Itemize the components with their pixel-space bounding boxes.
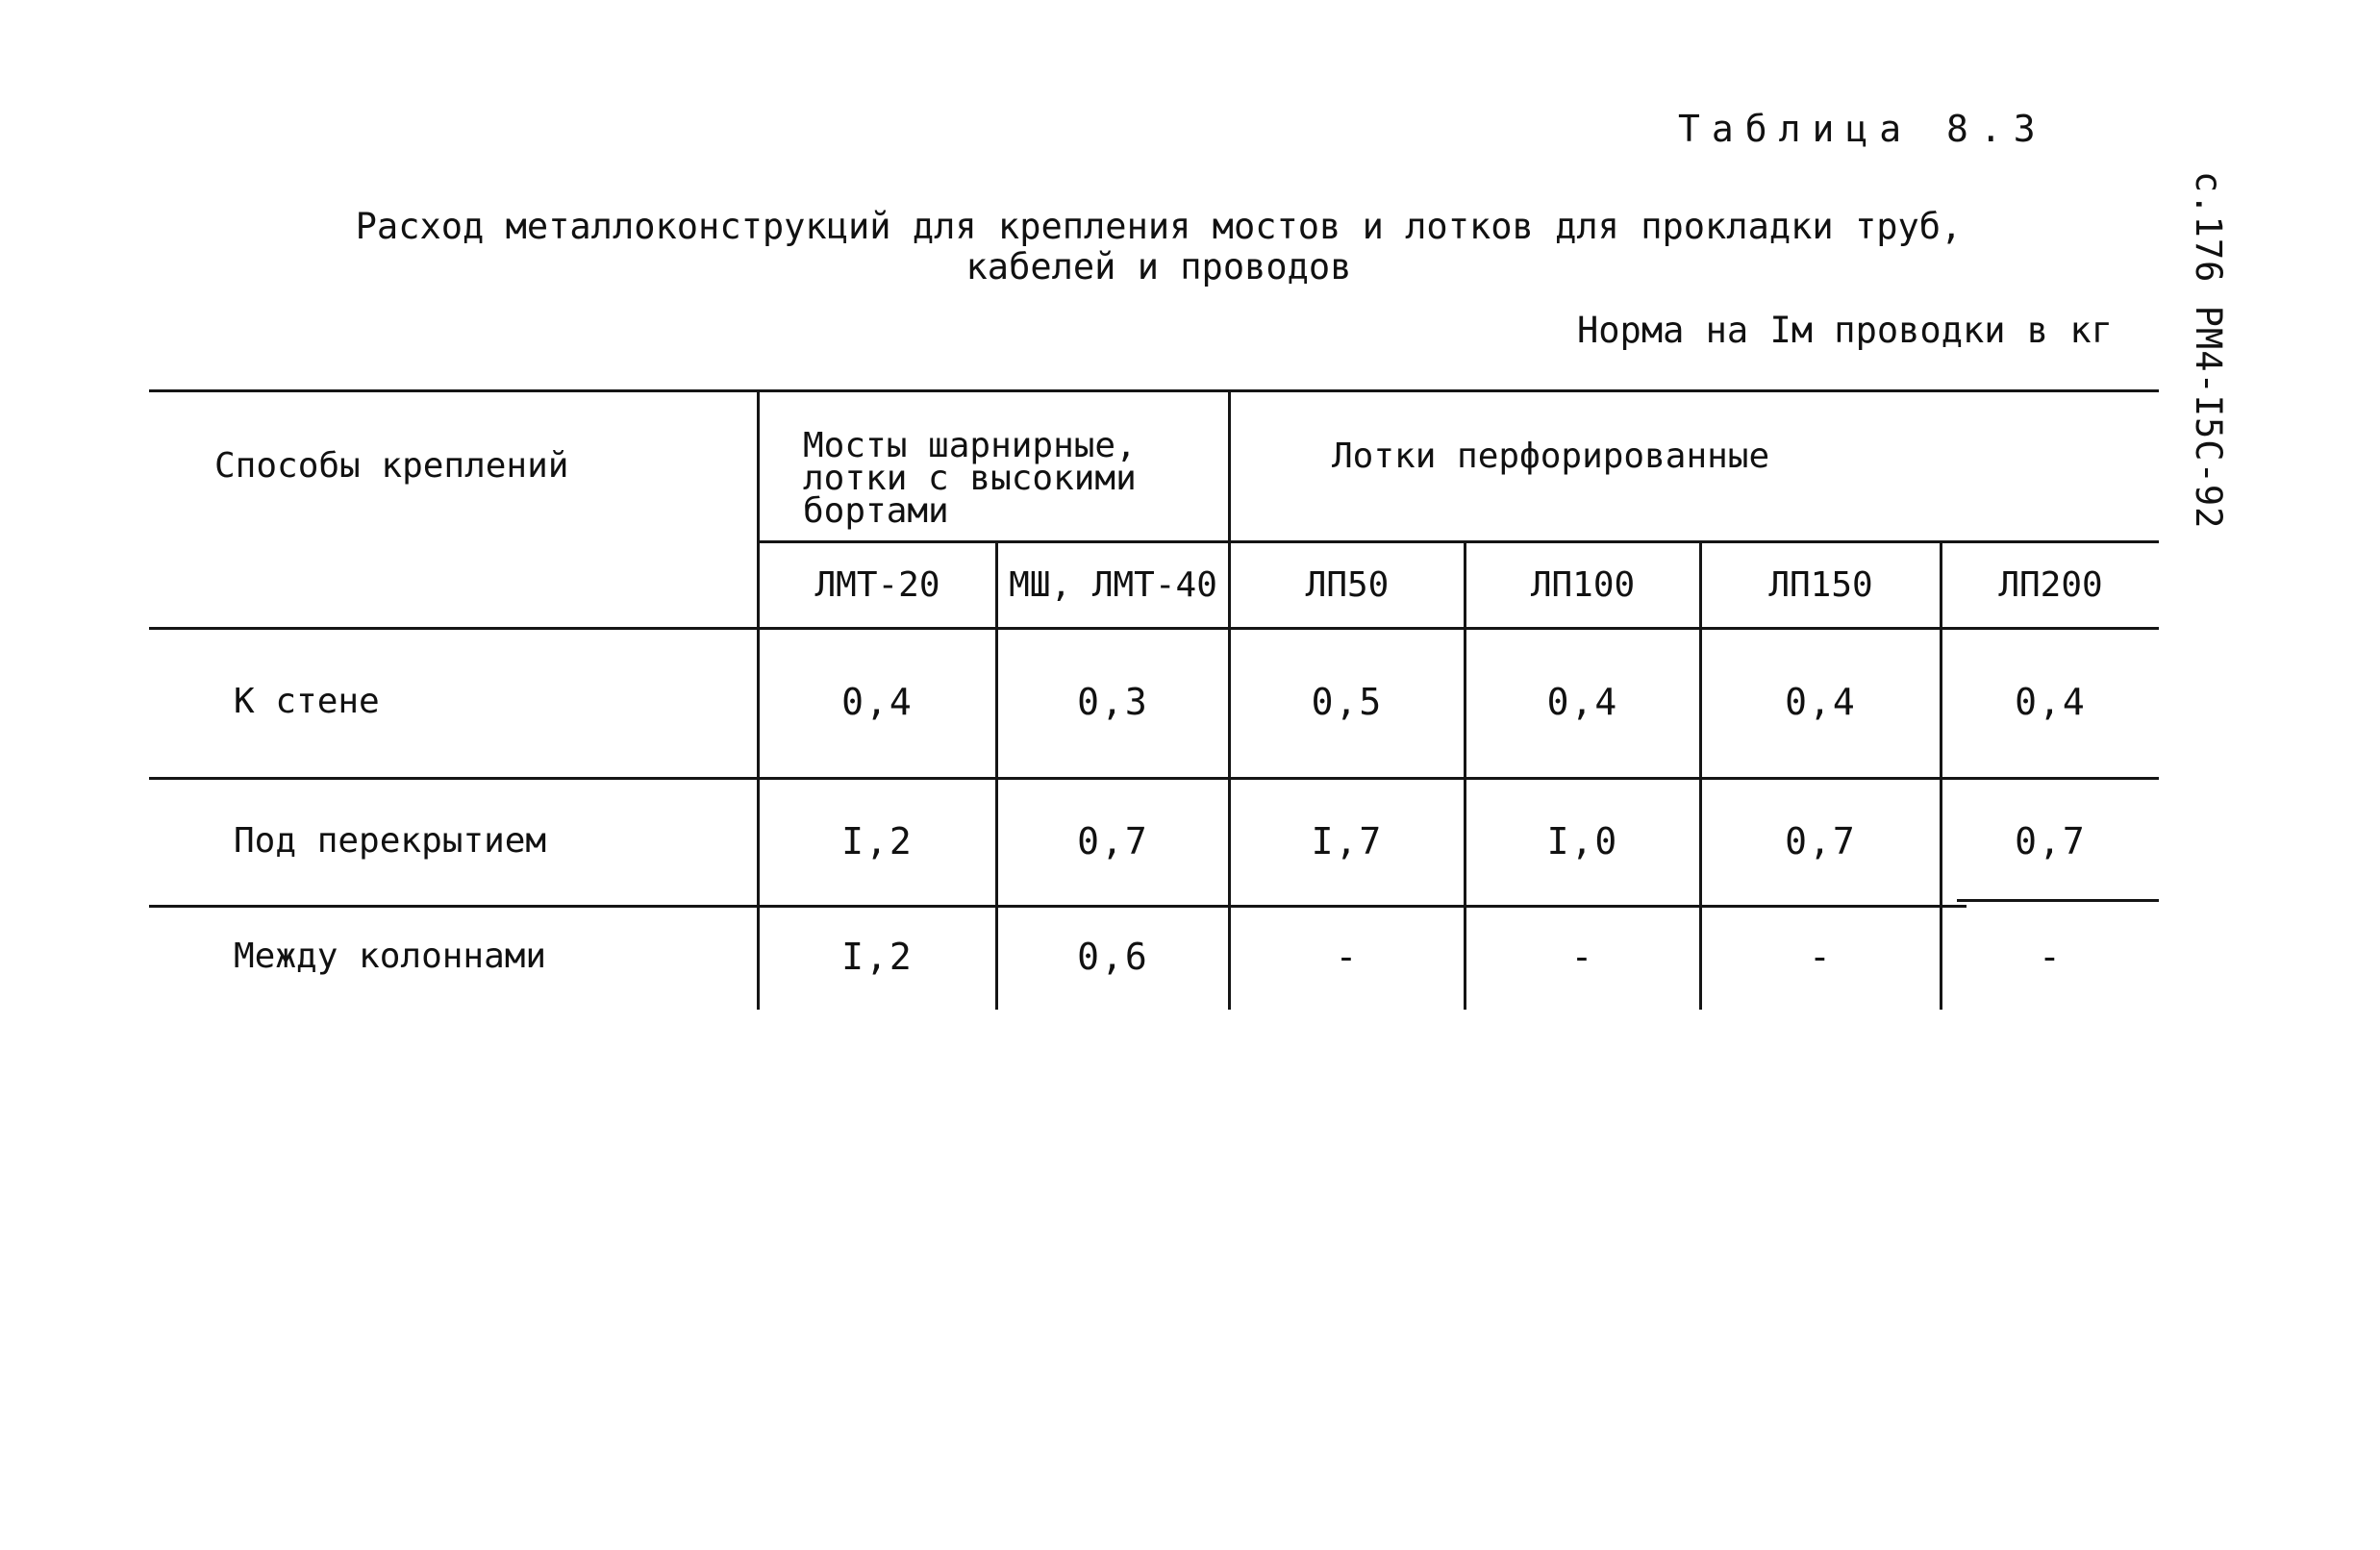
cell-ceiling-lp150: 0,7 bbox=[1785, 820, 1857, 862]
subcol-lmt20: ЛМТ-20 bbox=[814, 564, 940, 605]
row-label-between-columns: Между колоннами bbox=[234, 937, 547, 976]
cell-wall-msh-lmt40: 0,3 bbox=[1077, 681, 1149, 723]
cell-columns-lp100: - bbox=[1570, 936, 1595, 978]
row-header-label: Способы креплений bbox=[214, 446, 569, 486]
cell-columns-lp50: - bbox=[1335, 936, 1360, 978]
cell-ceiling-lp50: I,7 bbox=[1311, 820, 1384, 862]
subcol-lp200: ЛП200 bbox=[1998, 564, 2103, 605]
cell-columns-lmt20: I,2 bbox=[841, 936, 914, 978]
row-divider-2 bbox=[149, 905, 1967, 908]
row-label-under-ceiling: Под перекрытием bbox=[234, 821, 547, 861]
side-document-code: с.176 РМ4-I5С-92 bbox=[2188, 171, 2229, 530]
cell-ceiling-lp200: 0,7 bbox=[2015, 820, 2087, 862]
table-top-border bbox=[149, 389, 2159, 392]
cell-wall-lp100: 0,4 bbox=[1546, 681, 1619, 723]
subcol-msh-lmt40: МШ, ЛМТ-40 bbox=[1009, 564, 1217, 605]
table-title bbox=[288, 207, 2029, 288]
cell-wall-lp200: 0,4 bbox=[2015, 681, 2087, 723]
table-label: Таблица 8.3 bbox=[1678, 108, 2047, 150]
cell-wall-lmt20: 0,4 bbox=[841, 681, 914, 723]
row-label-wall: К стене bbox=[234, 682, 380, 721]
subcol-lp100: ЛП100 bbox=[1530, 564, 1636, 605]
cell-columns-lp200: - bbox=[2039, 936, 2063, 978]
group-header-perforated-trays: Лотки перфорированные bbox=[1332, 437, 1770, 476]
table-title-line-1: Расход металлоконструкций для крепления мостов и лотков для прокладки труб, bbox=[355, 206, 1963, 247]
table-title-line-2: кабелей и проводов bbox=[965, 246, 1352, 288]
cell-columns-msh-lmt40: 0,6 bbox=[1077, 936, 1149, 978]
norm-note: Норма на Iм проводки в кг bbox=[1577, 310, 2113, 351]
consumption-table bbox=[149, 389, 2159, 1010]
cell-ceiling-msh-lmt40: 0,7 bbox=[1077, 820, 1149, 862]
cell-ceiling-lmt20: I,2 bbox=[841, 820, 914, 862]
cell-wall-lp50: 0,5 bbox=[1311, 681, 1384, 723]
cell-wall-lp150: 0,4 bbox=[1785, 681, 1857, 723]
subcol-lp150: ЛП150 bbox=[1768, 564, 1873, 605]
subcol-lp50: ЛП50 bbox=[1305, 564, 1390, 605]
cell-ceiling-lp100: I,0 bbox=[1546, 820, 1619, 862]
group-header-bridges: Мосты шарнирные, лотки с высокими бортами bbox=[803, 426, 1137, 531]
cell-columns-lp150: - bbox=[1809, 936, 1833, 978]
